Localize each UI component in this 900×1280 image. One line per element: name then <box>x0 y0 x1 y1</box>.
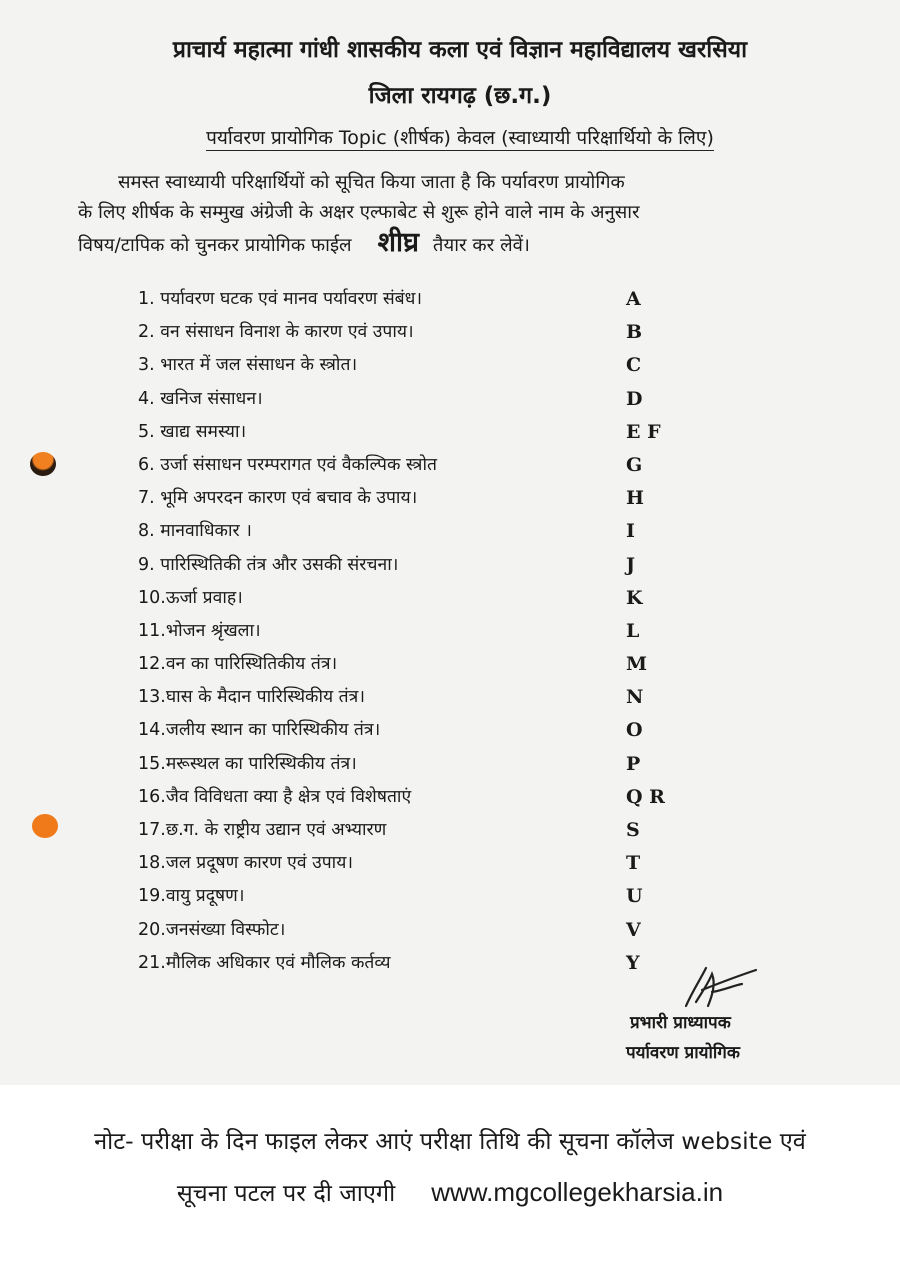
topic-title: 5. खाद्य समस्या। <box>138 421 247 442</box>
topic-item <box>138 781 698 814</box>
topic-letter: T <box>626 852 641 875</box>
topic-item <box>138 383 698 416</box>
topic-letter: V <box>626 918 641 941</box>
signatory-department: पर्यावरण प्रायोगिक <box>626 1043 740 1063</box>
topic-title: 17.छ.ग. के राष्ट्रीय उद्यान एवं अभ्यारण <box>138 820 387 840</box>
topic-title: 8. मानवाधिकार । <box>138 521 252 542</box>
topic-item <box>138 449 698 482</box>
topic-title: 10.ऊर्जा प्रवाह। <box>138 587 243 608</box>
topic-title: 15.मरूस्थल का पारिस्थिकीय तंत्र। <box>138 753 357 774</box>
paragraph-line-3 <box>78 228 808 261</box>
topic-item <box>138 582 698 615</box>
topic-letter: J <box>626 553 635 576</box>
topic-letter: O <box>626 719 643 742</box>
topic-item <box>138 947 698 980</box>
paragraph-line-2: के लिए शीर्षक के सम्मुख अंग्रेजी के अक्षर एल्फाबेट से शुरू होने वाले नाम के अनुसार <box>78 202 640 223</box>
topic-item <box>138 880 698 913</box>
topic-item <box>138 515 698 548</box>
topic-letter: A <box>626 288 641 310</box>
paragraph-line-3b: तैयार कर लेवें। <box>432 235 530 256</box>
topic-item <box>138 482 698 515</box>
topic-item <box>138 416 698 449</box>
topic-item <box>138 283 698 316</box>
topic-letter: N <box>626 686 644 709</box>
topic-item <box>138 349 698 382</box>
topic-letter: L <box>626 619 640 642</box>
college-name: प्राचार्य महात्मा गांधी शासकीय कला एवं विज्ञान महाविद्यालय खरसिया <box>172 37 748 63</box>
topic-title: 20.जनसंख्या विस्फोट। <box>138 919 286 940</box>
topic-letter: S <box>626 819 640 841</box>
urgent-word: शीघ्र <box>377 227 419 258</box>
topic-list <box>138 283 698 980</box>
website-url[interactable]: www.mgcollegekharsia.in <box>431 1177 724 1207</box>
topic-item <box>138 847 698 880</box>
topic-letter: Y <box>626 951 640 974</box>
notice-subtitle <box>100 124 820 150</box>
topic-item <box>138 714 698 747</box>
topic-title: 6. उर्जा संसाधन परम्परागत एवं वैकल्पिक स्त्रोत <box>138 454 437 475</box>
topic-title: 3. भारत में जल संसाधन के स्त्रोत। <box>138 355 358 376</box>
topic-title: 9. पारिस्थितिकी तंत्र और उसकी संरचना। <box>138 554 399 575</box>
topic-letter: B <box>626 321 643 344</box>
topic-title: 16.जैव विविधता क्या है क्षेत्र एवं विशेषताएं <box>138 786 412 807</box>
topic-item <box>138 549 698 582</box>
topic-item <box>138 316 698 349</box>
topic-title: 18.जल प्रदूषण कारण एवं उपाय। <box>138 853 353 874</box>
topic-letter: P <box>626 752 641 775</box>
paragraph-line-3a: विषय/टापिक को चुनकर प्रायोगिक फाईल <box>78 235 352 256</box>
topic-item <box>138 814 698 847</box>
signature-mark <box>672 962 762 1012</box>
paragraph-line-1: समस्त स्वाध्यायी परिक्षार्थियों को सूचित किया जाता है कि पर्यावरण प्रायोगिक <box>118 172 625 193</box>
topic-letter: E F <box>626 420 661 443</box>
topic-letter: I <box>626 520 635 543</box>
topic-letter: K <box>626 586 643 609</box>
topic-letter: G <box>626 453 643 476</box>
topic-item <box>138 748 698 781</box>
notice-paragraph <box>78 168 808 261</box>
topic-title: 7. भूमि अपरदन कारण एवं बचाव के उपाय। <box>138 488 418 509</box>
topic-title: 4. खनिज संसाधन। <box>138 388 263 409</box>
topic-title: 2. वन संसाधन विनाश के कारण एवं उपाय। <box>138 322 414 343</box>
note-line-2-text: सूचना पटल पर दी जाएगी <box>176 1179 396 1207</box>
signatory-title: प्रभारी प्राध्यापक <box>630 1013 731 1033</box>
note-line-2 <box>0 1176 900 1208</box>
topic-title: 14.जलीय स्थान का पारिस्थिकीय तंत्र। <box>138 720 381 741</box>
topic-letter: D <box>626 387 643 410</box>
orange-marker-dot <box>30 452 56 476</box>
topic-title: 12.वन का पारिस्थितिकीय तंत्र। <box>138 654 338 675</box>
district-line: जिला रायगढ़ (छ.ग.) <box>368 83 552 109</box>
topic-title: 1. पर्यावरण घटक एवं मानव पर्यावरण संबंध। <box>138 289 423 309</box>
topic-letter: U <box>626 885 643 908</box>
topic-title: 11.भोजन श्रृंखला। <box>138 620 261 641</box>
topic-title: 19.वायु प्रदूषण। <box>138 886 245 907</box>
note-line-1: नोट- परीक्षा के दिन फाइल लेकर आएं परीक्षा तिथि की सूचना कॉलेज website एवं <box>94 1127 806 1155</box>
topic-item <box>138 615 698 648</box>
topic-letter: C <box>626 354 642 377</box>
topic-item <box>138 681 698 714</box>
topic-title: 21.मौलिक अधिकार एवं मौलिक कर्तव्य <box>138 952 391 973</box>
orange-marker-dot <box>32 814 58 838</box>
subtitle-text: पर्यावरण प्रायोगिक Topic (शीर्षक) केवल (स्वाध्यायी परिक्षार्थियो के लिए) <box>206 127 714 149</box>
topic-letter: Q R <box>626 785 665 808</box>
topic-item <box>138 914 698 947</box>
topic-letter: H <box>626 487 644 510</box>
topic-title: 13.घास के मैदान पारिस्थिकीय तंत्र। <box>138 687 365 708</box>
topic-item <box>138 648 698 681</box>
topic-letter: M <box>626 653 648 676</box>
